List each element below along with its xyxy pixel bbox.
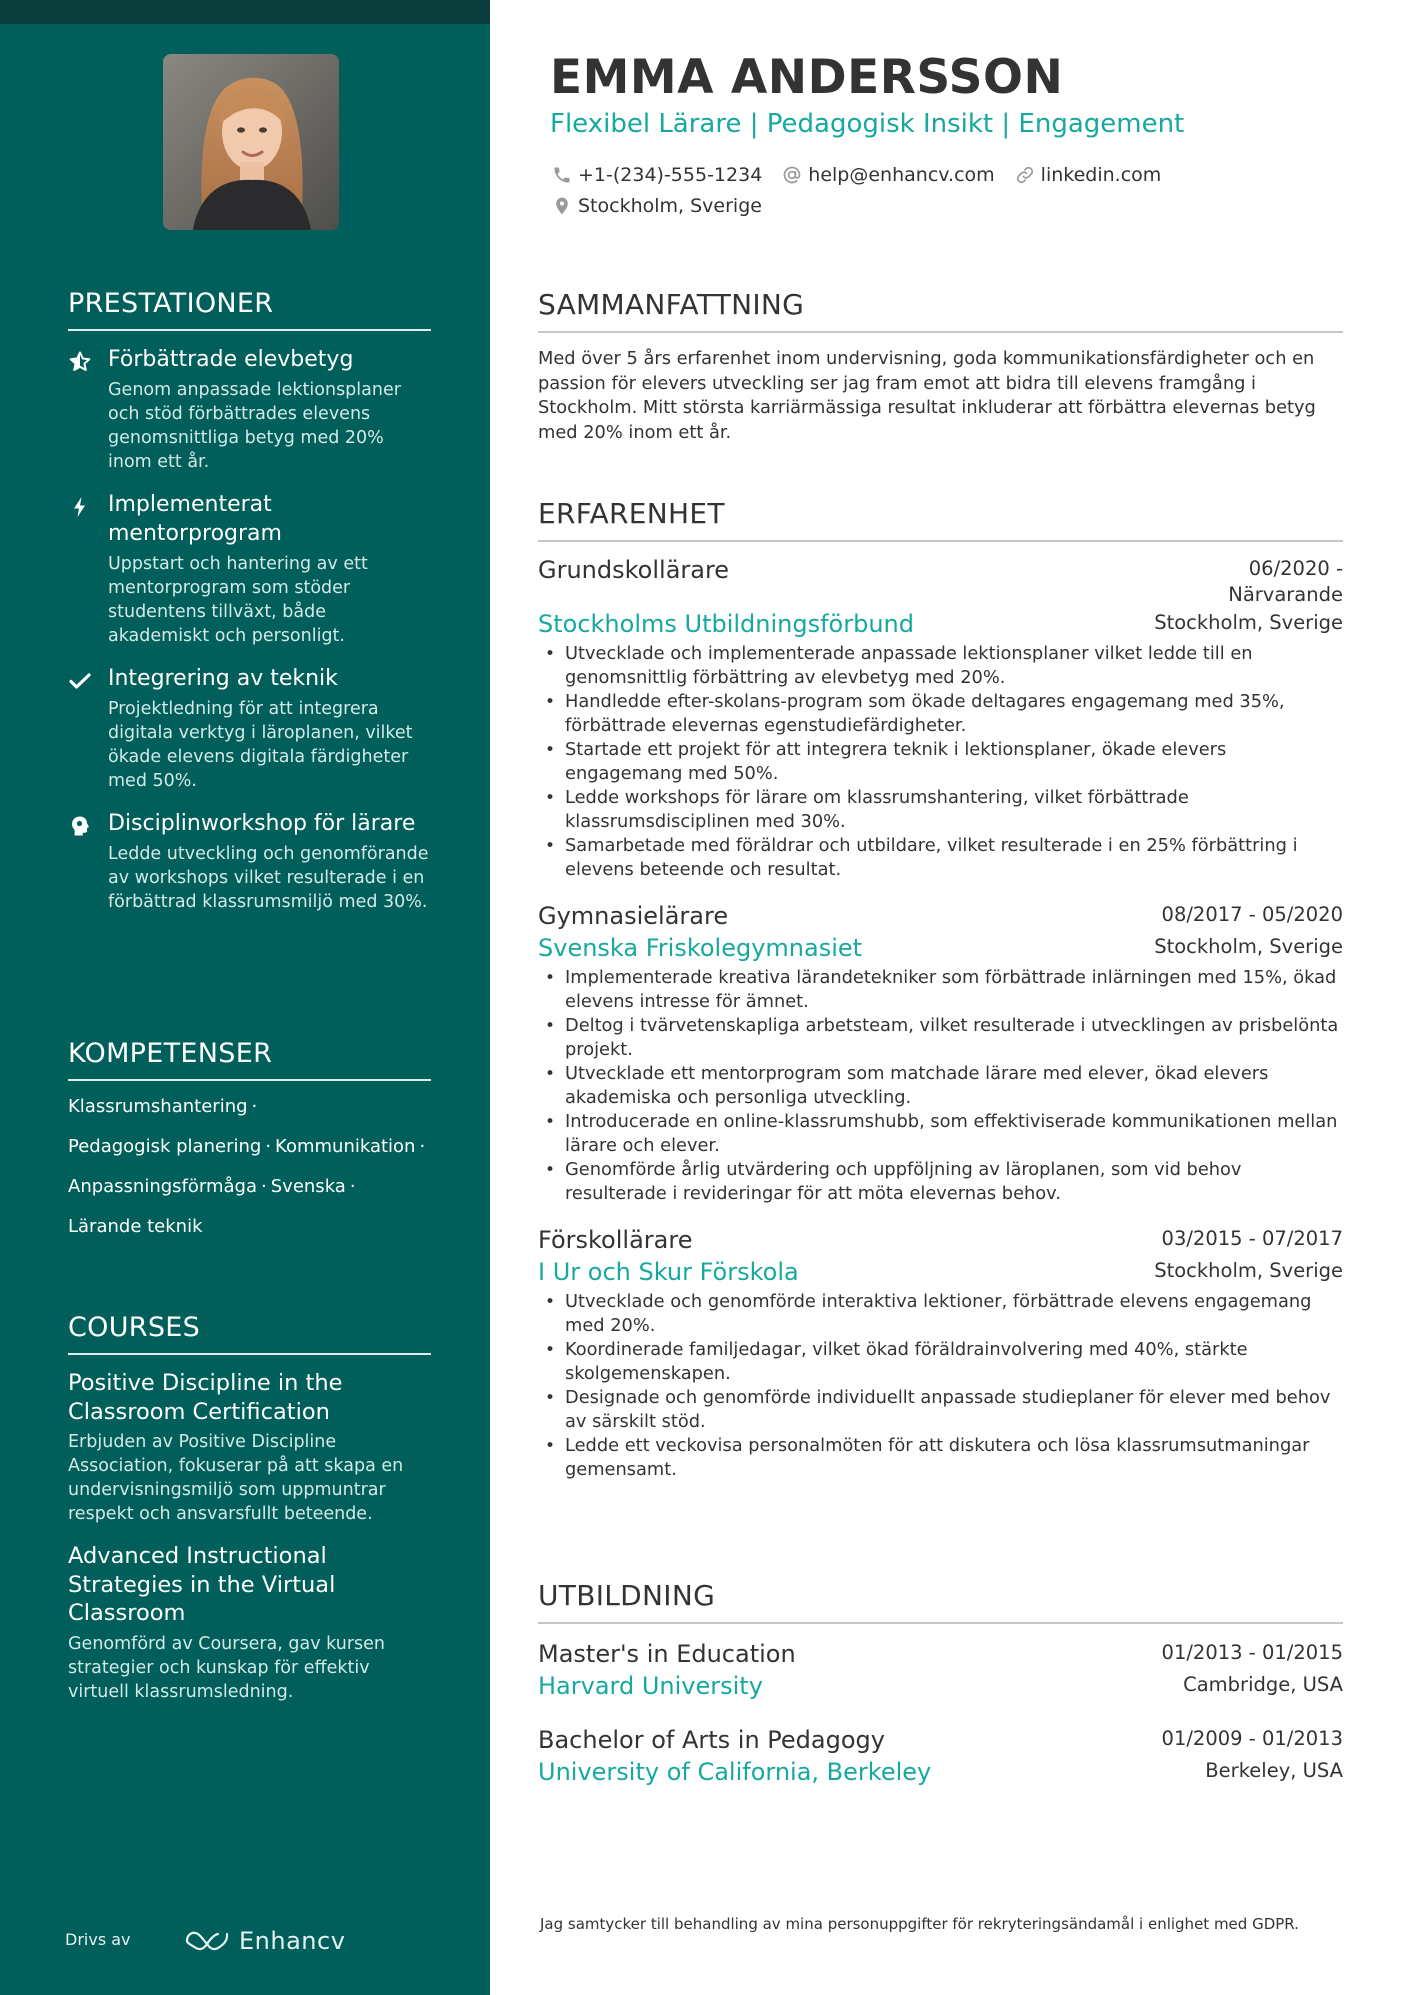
powered-by-label: Drivs av: [65, 1930, 131, 1949]
job-bullet: • Ledde workshops för lärare om klassrumshantering, vilket förbättrade klassrumsdisciplinen med 30%.: [538, 786, 1343, 834]
gdpr-consent-note: Jag samtycker till behandling av mina personuppgifter för rekryteringsändamål i enlighet med GDPR.: [540, 1915, 1299, 1933]
job-bullet: • Implementerade kreativa lärandetekniker som förbättrade inlärningen med 15%, ökad elevens intresse för ämnet.: [538, 966, 1343, 1014]
achievements-list: [68, 345, 431, 914]
achievement-description: Uppstart och hantering av ett mentorprogram som stöder studentens tillväxt, både akademiskt och personligt.: [108, 554, 368, 646]
job-bullets: [538, 1290, 1343, 1482]
contact-location: [552, 195, 762, 217]
achievement-title: Integrering av teknik: [108, 666, 338, 691]
profile-photo-image: [163, 54, 339, 230]
job-bullet: • Ledde ett veckovisa personalmöten för att diskutera och lösa klassrumsutmaningar gemensamt.: [538, 1434, 1343, 1482]
enhancv-brand-text: Enhancv: [239, 1927, 346, 1955]
experience-section: [538, 497, 1343, 1482]
education-entry: [538, 1638, 1343, 1702]
achievement-title: Förbättrade elevbetyg: [108, 347, 354, 372]
achievement-item: [68, 809, 431, 914]
achievement-description: Projektledning för att integrera digitala verktyg i läroplanen, vilket ökade elevens digitala färdigheter med 50%.: [108, 699, 413, 791]
job-bullet: • Utvecklade och implementerade anpassade lektionsplaner vilket ledde till en genomsnittlig förbättring av elevbetyg med 20%.: [538, 642, 1343, 690]
achievements-section: [68, 288, 431, 914]
skills-list: [68, 1095, 431, 1239]
sidebar: [0, 0, 490, 1995]
skill-item: Anpassningsförmåga: [68, 1176, 258, 1197]
job-bullet: • Utvecklade och genomförde interaktiva lektioner, förbättrade elevens engagemang med 20%.: [538, 1290, 1343, 1338]
sidebar-top-band: [0, 0, 490, 24]
education-section: [538, 1579, 1343, 1788]
link-icon: [1015, 165, 1035, 185]
job-bullet: • Deltog i tvärvetenskapliga arbetsteam, vilket resulterade i utvecklingen av prisbelönta projekt.: [538, 1014, 1343, 1062]
skill-item: Lärande teknik: [68, 1216, 203, 1237]
candidate-tagline: Flexibel Lärare | Pedagogisk Insikt | Engagement: [550, 109, 1185, 139]
education-entry: [538, 1724, 1343, 1788]
job-bullet: • Samarbetade med föräldrar och utbildare, vilket resulterade i en 25% förbättring i elevens beteende och resultat.: [538, 834, 1343, 882]
checkmark-icon: [68, 669, 92, 693]
education-date: 01/2013 - 01/2015: [1161, 1641, 1343, 1664]
course-item: [68, 1542, 431, 1704]
skill-separator: ·: [349, 1176, 356, 1197]
achievement-title: Disciplinworkshop för lärare: [108, 811, 416, 836]
job-date: [1228, 556, 1343, 608]
phone-icon: [552, 165, 572, 185]
education-date: 01/2009 - 01/2013: [1161, 1727, 1343, 1750]
at-sign-icon: [782, 165, 802, 185]
job-location: Stockholm, Sverige: [1154, 1259, 1343, 1282]
skill-separator: ·: [419, 1136, 426, 1157]
job-date: 08/2017 - 05/2020: [1161, 903, 1343, 926]
enhancv-logo[interactable]: [183, 1921, 345, 1961]
education-location: Berkeley, USA: [1205, 1759, 1343, 1782]
candidate-name: EMMA ANDERSSON: [550, 50, 1064, 105]
education-location: Cambridge, USA: [1183, 1673, 1343, 1696]
contact-row: [552, 160, 1181, 190]
location-text: Stockholm, Sverige: [578, 195, 762, 217]
job-date-end: Närvarande: [1228, 583, 1343, 606]
enhancv-infinity-icon: [183, 1926, 231, 1956]
profile-photo: [163, 54, 339, 230]
skills-row: [68, 1135, 431, 1159]
job-bullet: • Designade och genomförde individuellt anpassade studieplaner för elever med behov av särskilt stöd.: [538, 1386, 1343, 1434]
course-item: [68, 1369, 431, 1526]
email-address: help@enhancv.com: [808, 164, 995, 186]
head-icon: [68, 814, 92, 838]
job-date-start: 06/2020 -: [1248, 557, 1343, 580]
courses-list: [68, 1369, 431, 1704]
job-bullets: [538, 966, 1343, 1206]
achievement-item: [68, 664, 431, 793]
education-degree: Master's in Education: [538, 1640, 796, 1668]
job-entry: [538, 900, 1343, 1206]
job-bullet: • Introducerade en online-klassrumshubb, som effektiviserade kommunikationen mellan lärare och elever.: [538, 1110, 1343, 1158]
skill-item: Kommunikation: [275, 1136, 416, 1157]
achievement-description: Ledde utveckling och genomförande av workshops vilket resulterade i en förbättrad klassrumsmiljö med 30%.: [108, 844, 429, 912]
job-location: Stockholm, Sverige: [1154, 935, 1343, 958]
job-entry: [538, 554, 1343, 882]
job-bullet: • Utvecklade ett mentorprogram som matchade lärare med elever, ökad elevers akademiska och personliga utveckling.: [538, 1062, 1343, 1110]
phone-number: +1-(234)-555-1234: [578, 164, 763, 186]
achievement-item: [68, 345, 431, 474]
skills-row: [68, 1095, 431, 1119]
skills-row: [68, 1175, 431, 1199]
skills-section: [68, 1038, 431, 1255]
job-title: Förskollärare: [538, 1226, 693, 1254]
summary-text: Med över 5 års erfarenhet inom undervisning, goda kommunikationsfärdigheter och en passion för elevers utveckling ser jag fram emot att bidra till elevens framgång i Stockholm. Mitt största karriärmässiga resultat inkluderar att förbättra elevernas betyg med 20% inom ett år.: [538, 348, 1316, 443]
achievement-title: Implementerat mentorprogram: [108, 492, 282, 546]
achievements-title: PRESTATIONER: [68, 288, 431, 331]
job-company: Stockholms Utbildningsförbund: [538, 610, 914, 638]
skills-row: [68, 1215, 431, 1239]
contact-row: [552, 191, 1181, 221]
course-description: Genomförd av Coursera, gav kursen strategier och kunskap för effektiv virtuell klassrumsledning.: [68, 1633, 385, 1702]
contact-email[interactable]: [782, 164, 994, 186]
skill-item: Svenska: [270, 1176, 346, 1197]
job-bullet: • Startade ett projekt för att integrera teknik i lektionsplaner, ökade elevers engagemang med 50%.: [538, 738, 1343, 786]
education-school: University of California, Berkeley: [538, 1758, 932, 1786]
courses-title: COURSES: [68, 1312, 431, 1355]
skill-separator: ·: [265, 1136, 272, 1157]
lightning-icon: [68, 495, 92, 519]
job-location: Stockholm, Sverige: [1154, 611, 1343, 634]
job-bullets: [538, 642, 1343, 882]
experience-title: ERFARENHET: [538, 497, 1343, 542]
job-company: Svenska Friskolegymnasiet: [538, 934, 863, 962]
location-pin-icon: [552, 196, 572, 216]
summary-title: SAMMANFATTNING: [538, 288, 1343, 333]
job-bullet: • Handledde efter-skolans-program som ökade deltagares engagemang med 35%, förbättrade elevernas egenstudiefärdigheter.: [538, 690, 1343, 738]
linkedin-url: linkedin.com: [1040, 164, 1162, 186]
job-title: Grundskollärare: [538, 556, 730, 584]
job-bullet: • Koordinerade familjedagar, vilket ökad föräldrainvolvering med 40%, stärkte skolgemenskapen.: [538, 1338, 1343, 1386]
skill-item: Pedagogisk planering: [68, 1136, 262, 1157]
job-date: 03/2015 - 07/2017: [1161, 1227, 1343, 1250]
education-school: Harvard University: [538, 1672, 763, 1700]
education-title: UTBILDNING: [538, 1579, 1343, 1624]
education-degree: Bachelor of Arts in Pedagogy: [538, 1726, 885, 1754]
summary-section: [538, 288, 1343, 445]
course-title: Positive Discipline in the Classroom Certification: [68, 1370, 343, 1425]
achievement-item: [68, 490, 431, 648]
skill-separator: ·: [261, 1176, 267, 1197]
skill-separator: ·: [251, 1096, 258, 1117]
contact-phone[interactable]: [552, 164, 762, 186]
course-description: Erbjuden av Positive Discipline Association, fokuserar på att skapa en undervisningsmiljö som uppmuntrar respekt och ansvarsfullt beteende.: [68, 1432, 404, 1524]
star-half-icon: [68, 350, 92, 374]
job-entry: [538, 1224, 1343, 1482]
achievement-description: Genom anpassade lektionsplaner och stöd förbättrades elevens genomsnittliga betyg med 20% inom ett år.: [108, 380, 401, 472]
job-company: I Ur och Skur Förskola: [538, 1258, 799, 1286]
courses-section: [68, 1312, 431, 1704]
job-title: Gymnasielärare: [538, 902, 729, 930]
contact-linkedin[interactable]: [1015, 164, 1162, 186]
skills-title: KOMPETENSER: [68, 1038, 431, 1081]
job-bullet: • Genomförde årlig utvärdering och uppföljning av läroplanen, som vid behov resulterade i revideringar för att möta elevernas behov.: [538, 1158, 1343, 1206]
course-title: Advanced Instructional Strategies in the Virtual Classroom: [68, 1543, 336, 1626]
skill-item: Klassrumshantering: [68, 1096, 248, 1117]
contact-info: [552, 160, 1181, 222]
